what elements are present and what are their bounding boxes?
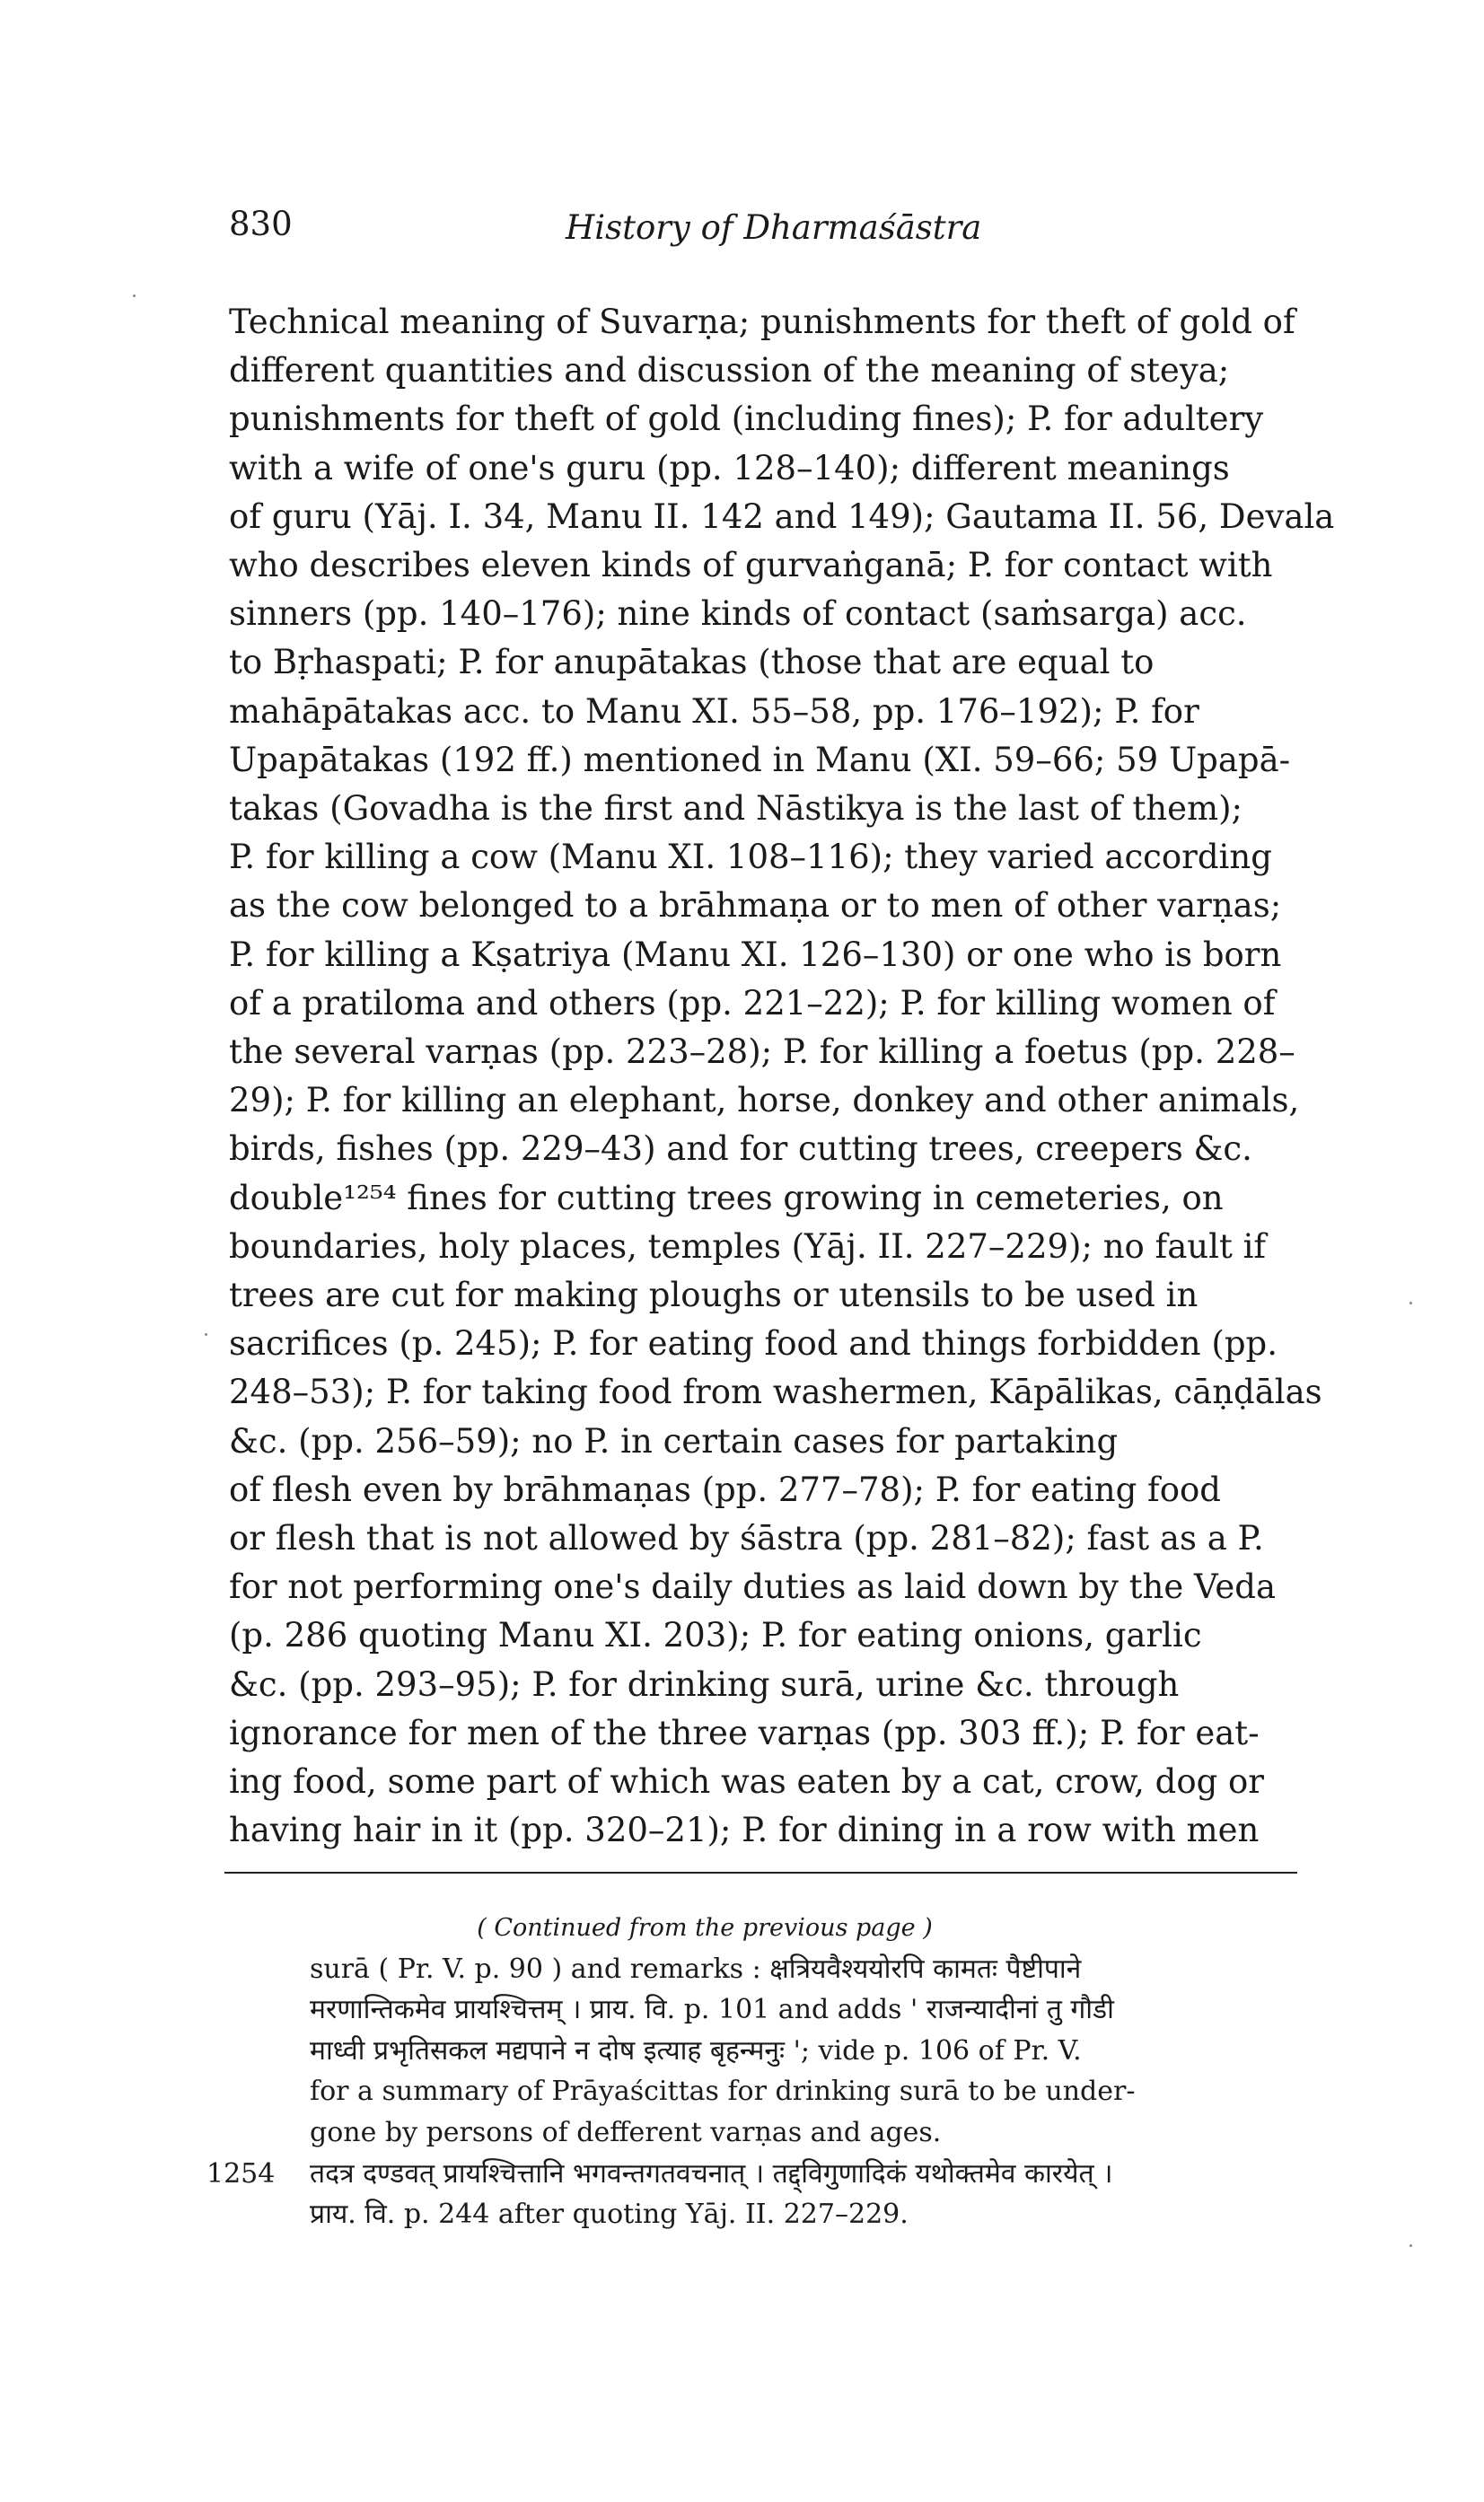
body-line: takas (Govadha is the first and Nāstikya is the last of them); (229, 789, 1243, 829)
body-line: or flesh that is not allowed by śāstra (pp. 281–82); fast as a P. (229, 1519, 1264, 1558)
body-line: &c. (pp. 256–59); no P. in certain cases for partaking (229, 1421, 1119, 1461)
body-line: boundaries, holy places, temples (Yāj. II. 227–229); no fault if (229, 1226, 1267, 1266)
body-line: ing food, some part of which was eaten by a cat, crow, dog or (229, 1762, 1264, 1802)
footnote-line: surā ( Pr. V. p. 90 ) and remarks : क्षत्रियवैश्ययोरपि कामतः पैष्टीपाने (310, 1953, 1082, 1985)
body-line: birds, fishes (pp. 229–43) and for cutting trees, creepers &c. (229, 1129, 1252, 1169)
body-line: the several varṇas (pp. 223–28); P. for killing a foetus (pp. 228– (229, 1032, 1295, 1072)
footnote-line: माध्वी प्रभृतिसकल मद्यपाने न दोष इत्याह बृहन्मनुः '; vide p. 106 of Pr. V. (310, 2034, 1082, 2067)
body-line: sinners (pp. 140–176); nine kinds of contact (saṁsarga) acc. (229, 594, 1247, 634)
scan-speck (1409, 1302, 1412, 1304)
body-line: of a pratiloma and others (pp. 221–22); P. for killing women of (229, 983, 1276, 1023)
footnotes (206, 1908, 1302, 2235)
continued-label: ( Continued from the previous page ) (477, 1914, 933, 1942)
footnote-1254 (206, 2154, 1302, 2235)
body-line: Upapātakas (192 ff.) mentioned in Manu (XI. 59–66; 59 Upapā- (229, 740, 1291, 779)
body-line: of guru (Yāj. I. 34, Manu II. 142 and 149); Gautama II. 56, Devala (229, 496, 1335, 536)
running-title: History of Dharmaśāstra (566, 208, 982, 247)
body-line: with a wife of one's guru (pp. 128–140); different meanings (229, 448, 1230, 487)
body-line: (p. 286 quoting Manu XI. 203); P. for eating onions, garlic (229, 1616, 1202, 1655)
body-line: of flesh even by brāhmaṇas (pp. 277–78); P. for eating food (229, 1470, 1221, 1509)
footnote-line: प्राय. वि. p. 244 after quoting Yāj. II. 227–229. (310, 2199, 909, 2231)
scan-speck (205, 1333, 207, 1336)
body-line: P. for killing a cow (Manu XI. 108–116); they varied according (229, 838, 1272, 877)
body-line: to Bṛhaspati; P. for anupātakas (those that are equal to (229, 643, 1155, 682)
body-line: trees are cut for making ploughs or utensils to be used in (229, 1276, 1199, 1315)
page-number: 830 (229, 205, 293, 243)
body-line: different quantities and discussion of the meaning of steya; (229, 351, 1230, 391)
footnote-line: gone by persons of defferent varṇas and ages. (310, 2116, 942, 2148)
footnote-text (310, 2154, 1302, 2235)
footnote-line: मरणान्तिकमेव प्रायश्चित्तम् । प्राय. वि. p. 101 and adds ' राजन्यादीनां तु गौडी (310, 1994, 1114, 2026)
footnote-line: तदत्र दण्डवत् प्रायश्चित्तानि भगवन्तगतवचनात् । तद्द्विगुणादिकं यथोक्तमेव कारयेत् । (310, 2157, 1113, 2190)
scan-speck (133, 294, 136, 297)
footnote-divider (224, 1872, 1297, 1874)
body-line: mahāpātakas acc. to Manu XI. 55–58, pp. 176–192); P. for (229, 691, 1199, 731)
footnote-line: for a summary of Prāyaścittas for drinking surā to be under- (310, 2076, 1136, 2108)
body-line: for not performing one's daily duties as laid down by the Veda (229, 1567, 1277, 1607)
body-line: having hair in it (pp. 320–21); P. for dining in a row with men (229, 1811, 1260, 1850)
footnote-number: 1254 (206, 2157, 276, 2190)
continued-footnote (206, 1949, 1302, 2154)
body-line: as the cow belonged to a brāhmaṇa or to men of other varṇas; (229, 886, 1282, 926)
running-head (0, 205, 1484, 259)
body-line: sacrifices (p. 245); P. for eating food and things forbidden (pp. (229, 1324, 1278, 1364)
body-line: who describes eleven kinds of gurvaṅganā; P. for contact with (229, 546, 1273, 585)
body-line: Technical meaning of Suvarṇa; punishments for theft of gold of (229, 303, 1295, 341)
scan-speck (1409, 2244, 1412, 2247)
body-line: &c. (pp. 293–95); P. for drinking surā, urine &c. through (229, 1664, 1180, 1704)
body-line: P. for killing a Kṣatriya (Manu XI. 126–130) or one who is born (229, 935, 1282, 974)
body-line: 29); P. for killing an elephant, horse, donkey and other animals, (229, 1081, 1300, 1120)
body-line: double¹²⁵⁴ fines for cutting trees growing in cemeteries, on (229, 1178, 1224, 1217)
body-line: 248–53); P. for taking food from washermen, Kāpālikas, cāṇḍālas (229, 1373, 1322, 1412)
body-line: punishments for theft of gold (including fines); P. for adultery (229, 399, 1264, 439)
body-text (229, 298, 1335, 1856)
body-line: ignorance for men of the three varṇas (pp. 303 ff.); P. for eat- (229, 1713, 1260, 1752)
